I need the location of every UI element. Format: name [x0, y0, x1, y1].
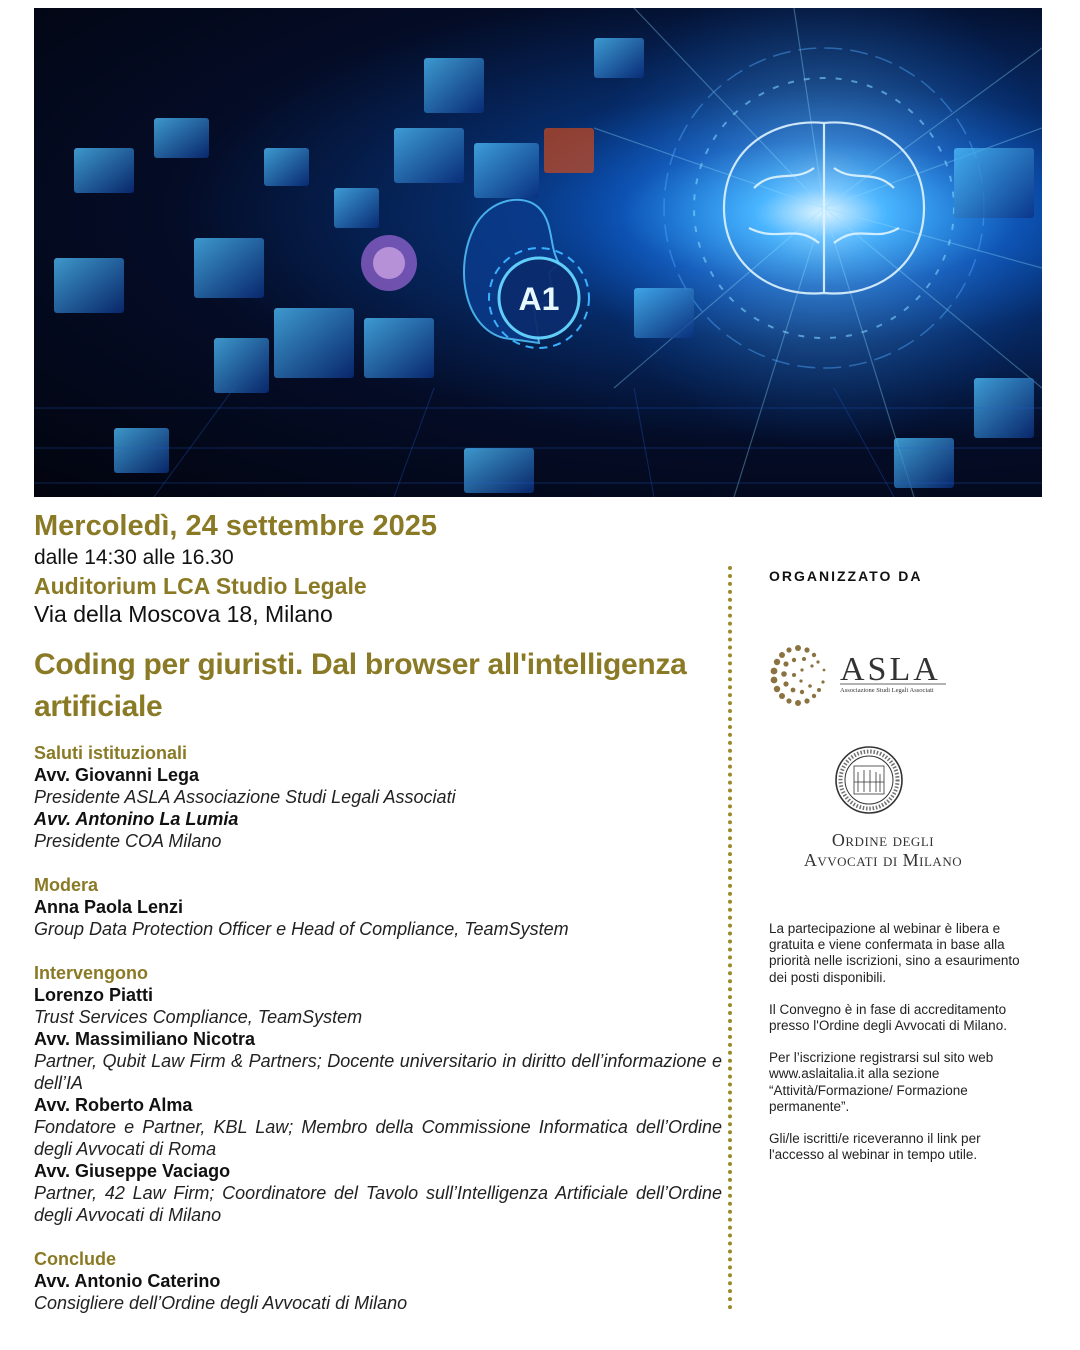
speaker-role: Trust Services Compliance, TeamSystem [34, 1007, 363, 1027]
speaker-role: Group Data Protection Officer e Head of Compliance, TeamSystem [34, 919, 569, 939]
speaker-name: Lorenzo Piatti [34, 985, 154, 1005]
speaker-name: Anna Paola Lenzi [34, 897, 184, 917]
section-heading-conclude: Conclude [34, 1249, 117, 1269]
ordine-seal-logo [834, 742, 904, 818]
ordine-name: Ordine degli Avvocati di Milano [803, 830, 963, 870]
event-title: Coding per giuristi. Dal browser all'intelligenza artificiale [34, 648, 687, 723]
organizers [766, 566, 1036, 870]
event-address: Via della Moscova 18, Milano [34, 601, 333, 627]
speaker-name: Avv. Antonio Caterino [34, 1271, 221, 1291]
ai-badge [489, 248, 589, 348]
asla-logo [768, 642, 968, 712]
speaker-name: Avv. Giuseppe Vaciago [34, 1161, 231, 1181]
info-paragraph: La partecipazione al webinar è libera e gratuita e viene confermata in base alla priorità nelle iscrizioni, sino a esaurimento dei posti disponibili. [769, 921, 1020, 985]
section-heading-intervengono: Intervengono [34, 963, 149, 983]
speaker-role: Partner, 42 Law Firm; Coordinatore del Tavolo sull’Intelligenza Artificiale dell’Ordine degli Avvocati di Milano [34, 1183, 722, 1225]
speaker-name: Avv. Roberto Alma [34, 1095, 193, 1115]
ai-illustration [34, 8, 1042, 497]
section-heading-saluti: Saluti istituzionali [34, 743, 188, 763]
speaker-role: Presidente ASLA Associazione Studi Legali Associati [34, 787, 456, 807]
info-paragraph: Per l’iscrizione registrarsi sul sito web www.aslaitalia.it alla sezione “Attività/Formazione/ Formazione permanente”. [769, 1050, 994, 1114]
speaker-role: Fondatore e Partner, KBL Law; Membro della Commissione Informatica dell’Ordine degli Avvocati di Roma [34, 1117, 722, 1159]
speaker-role: Consigliere dell’Ordine degli Avvocati di Milano [34, 1293, 408, 1313]
speaker-role: Partner, Qubit Law Firm & Partners; Docente universitario in diritto dell’informazione e dell’IA [34, 1051, 722, 1093]
svg-text:Associazione Studi Legali Asso: Associazione Studi Legali Associati [840, 687, 934, 694]
speaker-name: Avv. Giovanni Lega [34, 765, 200, 785]
program [34, 742, 722, 1314]
event-venue: Auditorium LCA Studio Legale [34, 573, 367, 599]
svg-text:ASLA: ASLA [840, 651, 941, 688]
speaker-name: Avv. Massimiliano Nicotra [34, 1029, 256, 1049]
dotted-divider [728, 566, 732, 1310]
speaker-name: Avv. Antonino La Lumia [34, 809, 239, 829]
info-paragraph: Gli/le iscritti/e riceveranno il link per l'accesso al webinar in tempo utile. [769, 1131, 981, 1163]
svg-text:A1: A1 [518, 281, 560, 317]
info-paragraph: Il Convegno è in fase di accreditamento presso l'Ordine degli Avvocati di Milano. [769, 1001, 1007, 1034]
hero-image [34, 8, 1042, 497]
speaker-role: Presidente COA Milano [34, 831, 222, 851]
event-date: Mercoledì, 24 settembre 2025 [34, 510, 437, 542]
event-header [34, 508, 724, 628]
info-text [769, 921, 1031, 1179]
event-time: dalle 14:30 alle 16.30 [34, 546, 234, 569]
organizers-label: ORGANIZZATO DA [769, 568, 923, 584]
section-heading-modera: Modera [34, 875, 99, 895]
